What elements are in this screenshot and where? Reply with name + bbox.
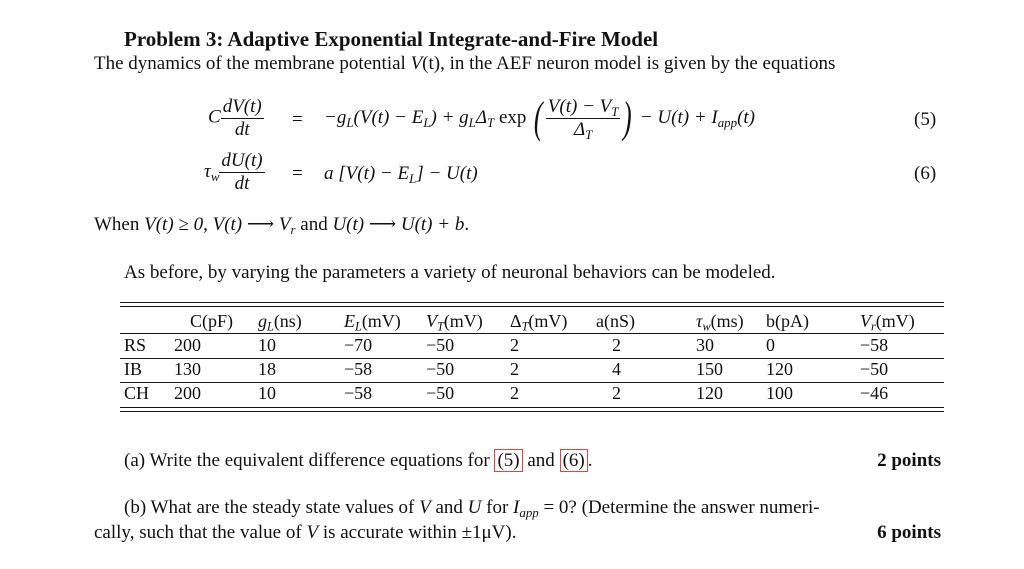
eq5-exp-num — [546, 96, 621, 119]
cell-tw: 30 — [696, 334, 714, 355]
header-vt-main: V — [426, 310, 437, 331]
cell-vt: −50 — [426, 358, 455, 379]
header-dt-main: Δ — [510, 310, 522, 331]
eq5-term-a: −g — [324, 107, 347, 129]
question-b-line2-post: is accurate within ±1μV). — [318, 522, 517, 543]
eq5-exp: exp — [494, 107, 527, 129]
eq5-term-d-sub: T — [487, 115, 495, 131]
header-tw-sub: w — [702, 319, 711, 334]
eq5-tail-sub: app — [717, 115, 738, 131]
cell-tw: 120 — [696, 382, 723, 403]
reset-pre: When — [94, 214, 145, 235]
table-bottom-rule-2 — [120, 411, 944, 412]
cell-el: −58 — [344, 382, 373, 403]
question-a-points: 2 points — [877, 450, 941, 471]
eq6-lhs-coef-sub: w — [210, 168, 220, 184]
cell-c: 200 — [174, 382, 201, 403]
question-b-line2-pre: cally, such that the value of — [94, 522, 307, 543]
eq5-exp-frac — [546, 96, 621, 141]
header-dt — [506, 309, 592, 333]
eq6-lhs-frac — [219, 150, 264, 195]
eq6-lhs-den: dt — [234, 172, 250, 194]
eq5-term-b: (V(t) − E — [353, 107, 424, 129]
cell-vr: −58 — [860, 334, 889, 355]
eq5-rhs-terms — [324, 107, 526, 129]
header-vr-unit: (mV) — [875, 310, 915, 331]
eq6-lhs-num: dU(t) — [221, 150, 263, 171]
cell-gl: 18 — [258, 358, 276, 379]
header-c: C(pF) — [190, 310, 234, 331]
equation-5 — [208, 96, 264, 141]
reset-rule — [94, 213, 469, 236]
table-header-row — [120, 309, 944, 333]
eq5-tail-text: − U(t) + I — [639, 107, 718, 129]
header-tw-main: τ — [696, 310, 703, 331]
header-vt — [422, 309, 506, 333]
header-dt-unit: (mV) — [528, 310, 568, 331]
eq5-open-paren: ( — [534, 93, 543, 143]
problem-title: Problem 3: Adaptive Exponential Integrate-and-Fire Model — [124, 27, 659, 51]
header-model — [120, 309, 170, 333]
cell-b: 100 — [766, 382, 793, 403]
cell-model: RS — [124, 334, 147, 355]
question-b-post: = 0? (Determine the answer numeri- — [538, 497, 820, 518]
equation-6 — [204, 150, 265, 195]
cell-model: IB — [124, 358, 142, 379]
header-gl — [254, 309, 340, 333]
question-b-i-sub: app — [519, 504, 539, 520]
cell-el: −58 — [344, 358, 373, 379]
eq6-number: (6) — [914, 163, 937, 184]
table-row — [120, 333, 944, 357]
cell-vt: −50 — [426, 334, 455, 355]
eq5-number: (5) — [914, 109, 937, 130]
eq5-term-d: Δ — [475, 107, 487, 129]
eq5-exp-den-sub: T — [585, 126, 593, 142]
eq5-lhs-coef: C — [208, 106, 221, 128]
eq5-tail-end: (t) — [737, 107, 756, 129]
cell-el: −70 — [344, 334, 373, 355]
question-b-mid: and — [430, 497, 468, 518]
cell-c: 200 — [174, 334, 201, 355]
header-el-main: E — [344, 310, 355, 331]
question-a-end: . — [587, 450, 593, 471]
eq5-tail — [640, 107, 755, 129]
question-a-mid: and — [522, 450, 560, 471]
parameter-table — [120, 309, 944, 405]
question-b-line2 — [94, 522, 516, 544]
header-el-sub: L — [355, 319, 362, 334]
intro-post: , in the AEF neuron model is given by the equations — [440, 53, 836, 74]
reset-cond-sub: r — [290, 221, 296, 237]
question-b-i: I — [513, 497, 520, 518]
cell-a: 2 — [612, 382, 621, 403]
eq5-term-c-sub: L — [468, 115, 476, 131]
intro-pre: The dynamics of the membrane potential — [94, 53, 411, 74]
cell-dt: 2 — [510, 358, 519, 379]
header-el-unit: (mV) — [361, 310, 401, 331]
header-vt-sub: T — [437, 319, 444, 334]
question-b-for: for — [481, 497, 514, 518]
reset-update: U(t) ⟶ U(t) + b — [332, 214, 465, 235]
eq5-exp-den-text: Δ — [573, 118, 586, 140]
header-dt-sub: T — [521, 319, 529, 334]
header-vr — [846, 309, 944, 333]
header-tw — [676, 309, 762, 333]
reset-end: . — [464, 214, 470, 235]
question-a-text: (a) Write the equivalent difference equations for — [124, 450, 495, 471]
question-b-u: U — [467, 497, 482, 518]
header-vr-main: V — [860, 310, 871, 331]
cell-dt: 2 — [510, 334, 519, 355]
header-a: a(nS) — [596, 310, 635, 331]
eq5-lhs-den: dt — [234, 118, 250, 140]
table-top-rule-2 — [120, 306, 944, 307]
cell-tw: 150 — [696, 358, 723, 379]
eq5-close-paren: ) — [623, 93, 633, 143]
question-b-pre: (b) What are the steady state values of — [124, 497, 420, 518]
reset-cond: V(t) ≥ 0, V(t) ⟶ V — [144, 214, 291, 235]
eq5-term-a-sub: L — [346, 115, 354, 131]
header-vr-sub: r — [871, 319, 876, 334]
eq5-term-b-sub: L — [423, 115, 431, 131]
cell-vr: −50 — [860, 358, 889, 379]
cell-a: 2 — [612, 334, 621, 355]
variety-text: As before, by varying the parameters a variety of neuronal behaviors can be modeled. — [124, 262, 776, 283]
question-b-v: V — [419, 497, 431, 518]
table-row — [120, 381, 944, 405]
question-b-line1 — [124, 497, 820, 519]
equation-ref-6-link[interactable]: (6) — [560, 449, 588, 472]
header-b: b(pA) — [766, 310, 809, 331]
cell-a: 4 — [612, 358, 621, 379]
eq6-term-a-sub: L — [409, 170, 417, 186]
eq5-exp-den — [546, 119, 621, 141]
eq6-term-a: a [V(t) − E — [324, 163, 410, 184]
header-gl-main: g — [258, 310, 267, 331]
eq6-term-b: ] − U(t) — [416, 163, 478, 184]
eq5-equals: = — [292, 109, 303, 130]
header-tw-unit: (ms) — [710, 310, 744, 331]
cell-model: CH — [124, 382, 150, 403]
eq5-exp-num-sub: T — [611, 103, 619, 119]
cell-gl: 10 — [258, 334, 276, 355]
question-a — [124, 450, 592, 472]
header-gl-sub: L — [267, 319, 274, 334]
cell-b: 120 — [766, 358, 793, 379]
problem-intro — [94, 53, 835, 75]
table-top-rule-1 — [120, 302, 944, 303]
table-bottom-rule-1 — [120, 407, 944, 408]
cell-dt: 2 — [510, 382, 519, 403]
cell-c: 130 — [174, 358, 201, 379]
header-vt-unit: (mV) — [443, 310, 483, 331]
intro-arg: (t) — [422, 53, 441, 74]
table-row — [120, 357, 944, 381]
eq5-lhs-frac — [221, 96, 264, 141]
eq6-lhs-coef — [204, 161, 219, 182]
question-b-points: 6 points — [877, 522, 941, 543]
reset-mid: and — [295, 214, 333, 235]
cell-gl: 10 — [258, 382, 276, 403]
equation-ref-5-link[interactable]: (5) — [494, 449, 522, 472]
eq5-lhs-num: dV(t) — [222, 96, 262, 117]
cell-vt: −50 — [426, 382, 455, 403]
eq6-lhs-coef-text: τ — [204, 160, 211, 182]
eq6-rhs — [324, 163, 478, 185]
header-gl-unit: (ns) — [273, 310, 302, 331]
eq6-equals: = — [292, 163, 303, 184]
eq5-exp-num-text: V(t) − V — [547, 96, 612, 117]
cell-vr: −46 — [860, 382, 889, 403]
eq5-rhs — [324, 93, 756, 143]
eq5-term-c: ) + g — [430, 107, 469, 129]
question-b-line2-v: V — [306, 522, 319, 543]
cell-b: 0 — [766, 334, 775, 355]
header-el — [340, 309, 422, 333]
intro-var: V — [410, 53, 423, 74]
